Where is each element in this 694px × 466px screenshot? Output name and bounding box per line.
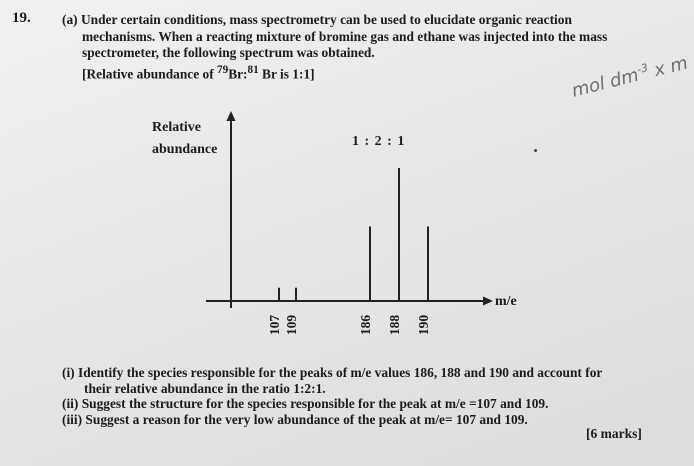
handwriting-tail: x m [646, 52, 690, 83]
intro-line-2: mechanisms. When a reacting mixture of bromine gas and ethane was injected into the mass [82, 28, 608, 44]
tick-label-188: 188 [387, 314, 403, 336]
y-axis-arrow [227, 111, 236, 121]
peaks-group [279, 168, 428, 301]
tick-label-186: 186 [358, 314, 374, 336]
tick-label-109: 109 [284, 314, 300, 336]
question-number: 19. [12, 10, 31, 26]
abundance-note-suffix: Br is 1:1] [258, 65, 315, 81]
x-axis-arrow [483, 297, 493, 306]
intro-line-3: spectrometer, the following spectrum was obtained. [82, 45, 375, 60]
tick-label-107: 107 [267, 314, 283, 336]
marks-allocation: [6 marks] [586, 426, 642, 441]
x-axis-label: m/e [495, 294, 517, 309]
abundance-note-prefix: [Relative abundance of [82, 65, 218, 81]
question-part-i-continued: their relative abundance in the ratio 1:2:1. [84, 380, 326, 396]
handwriting-text: mol dm [569, 64, 641, 102]
tick-label-190: 190 [416, 314, 432, 336]
isotope-79-mass: 79 [217, 63, 229, 76]
isotope-81-mass: 81 [247, 63, 259, 76]
ratio-annotation: 1 : 2 : 1 [352, 134, 406, 149]
question-part-ii: (ii) Suggest the structure for the species responsible for the peak at m/e =107 and 109. [62, 396, 549, 411]
question-part-iii: (iii) Suggest a reason for the very low abundance of the peak at m/e= 107 and 109. [62, 411, 528, 427]
question-part-i: (i) Identify the species responsible for the peaks of m/e values 186, 188 and 190 and account for [62, 365, 603, 380]
y-axis-label-line-1: Relative [152, 120, 201, 135]
intro-line-1: (a) Under certain conditions, mass spectrometry can be used to elucidate organic reaction [62, 12, 572, 27]
abundance-note-mid: Br: [228, 65, 248, 81]
y-axis-label-line-2: abundance [152, 142, 218, 157]
question-parts [62, 365, 682, 427]
handwriting-sup: -3 [635, 61, 650, 77]
